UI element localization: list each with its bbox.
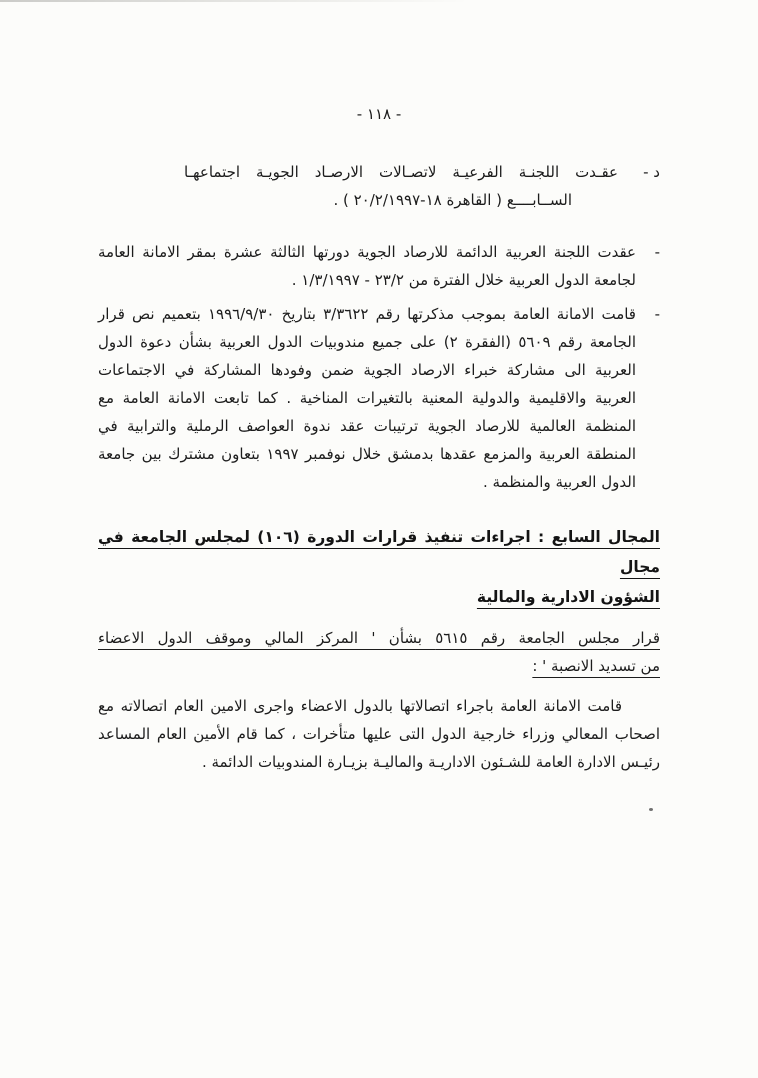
item-d-marker: د - <box>643 163 660 181</box>
paragraph: قامت الامانة العامة بموجب مذكرتها رقم ٣/٣٦٢٢ بتاريخ ١٩٩٦/٩/٣٠ بتعميم نص قرار الجامعة رقم ٥٦٠٩ (الفقرة ٢) على جميع مندوبيات الدول العربية بشأن دعوة الدول العربية الى مشاركة خبراء الارصاد الجوية ضمن وفودها المشاركة في الاجتماعات العربية والاقليمية والدولية المعنية بالتغيرات المناخية . كما تابعت الامانة العامة مع المنظمة العالمية للارصاد الجوية ترتيبات عقد ندوة العواصف الرملية والترابية في المنطقة العربية والمزمع عقدها بدمشق خلال نوفمبر ١٩٩٧ بتعاون مشترك بين جامعة الدول العربية والمنظمة . <box>98 305 636 491</box>
paragraph-line: الســابــــع ( القاهرة ⁦١٨-٢٠/٢/١٩٩٧⁩ ) . <box>333 191 572 209</box>
page-number: - ١١٨ - <box>356 105 402 123</box>
item-d-text <box>184 158 618 214</box>
paragraph: عقدت اللجنة العربية الدائمة للارصاد الجوية دورتها الثالثة عشرة بمقر الامانة العامة لجامعة الدول العربية خلال الفترة من ⁦٢٣/٢ - ١/٣/١٩٩٧⁩ . <box>98 243 636 289</box>
bullet-item <box>98 238 660 294</box>
heading-line: الشؤون الادارية والمالية <box>476 588 660 606</box>
section-heading <box>98 522 660 612</box>
resolution-subheading <box>98 624 660 680</box>
subheading-line: قرار مجلس الجامعة رقم ٥٦١٥ بشأن ' المركز المالي وموقف الدول الاعضاء <box>98 629 660 647</box>
subheading-line: من تسديد الانصبة ' : <box>532 657 660 675</box>
body-paragraph: قامت الامانة العامة باجراء اتصالاتها بالدول الاعضاء واجرى الامين العام اتصالاته مع اصحاب المعالي وزراء خارجية الدول التى عليها متأخرات ، كما قام الأمين العام المساعد رئيـس الادارة العامة للشـئون الاداريـة والماليـة بزيـارة المندوبيات الدائمة . <box>98 697 660 771</box>
bullet-dash: - <box>654 243 660 261</box>
bullet-item <box>98 300 660 496</box>
scan-speck <box>649 808 653 811</box>
paragraph-line: عقـدت اللجنـة الفرعيـة لاتصـالات الارصـاد الجويـة اجتماعهـا <box>184 163 618 181</box>
heading-line: المجال السابع : اجراءات تنفيذ قرارات الدورة (١٠٦) لمجلس الجامعة في مجال <box>98 528 660 576</box>
lettered-item-d <box>98 158 660 214</box>
bullet-dash: - <box>654 305 660 323</box>
